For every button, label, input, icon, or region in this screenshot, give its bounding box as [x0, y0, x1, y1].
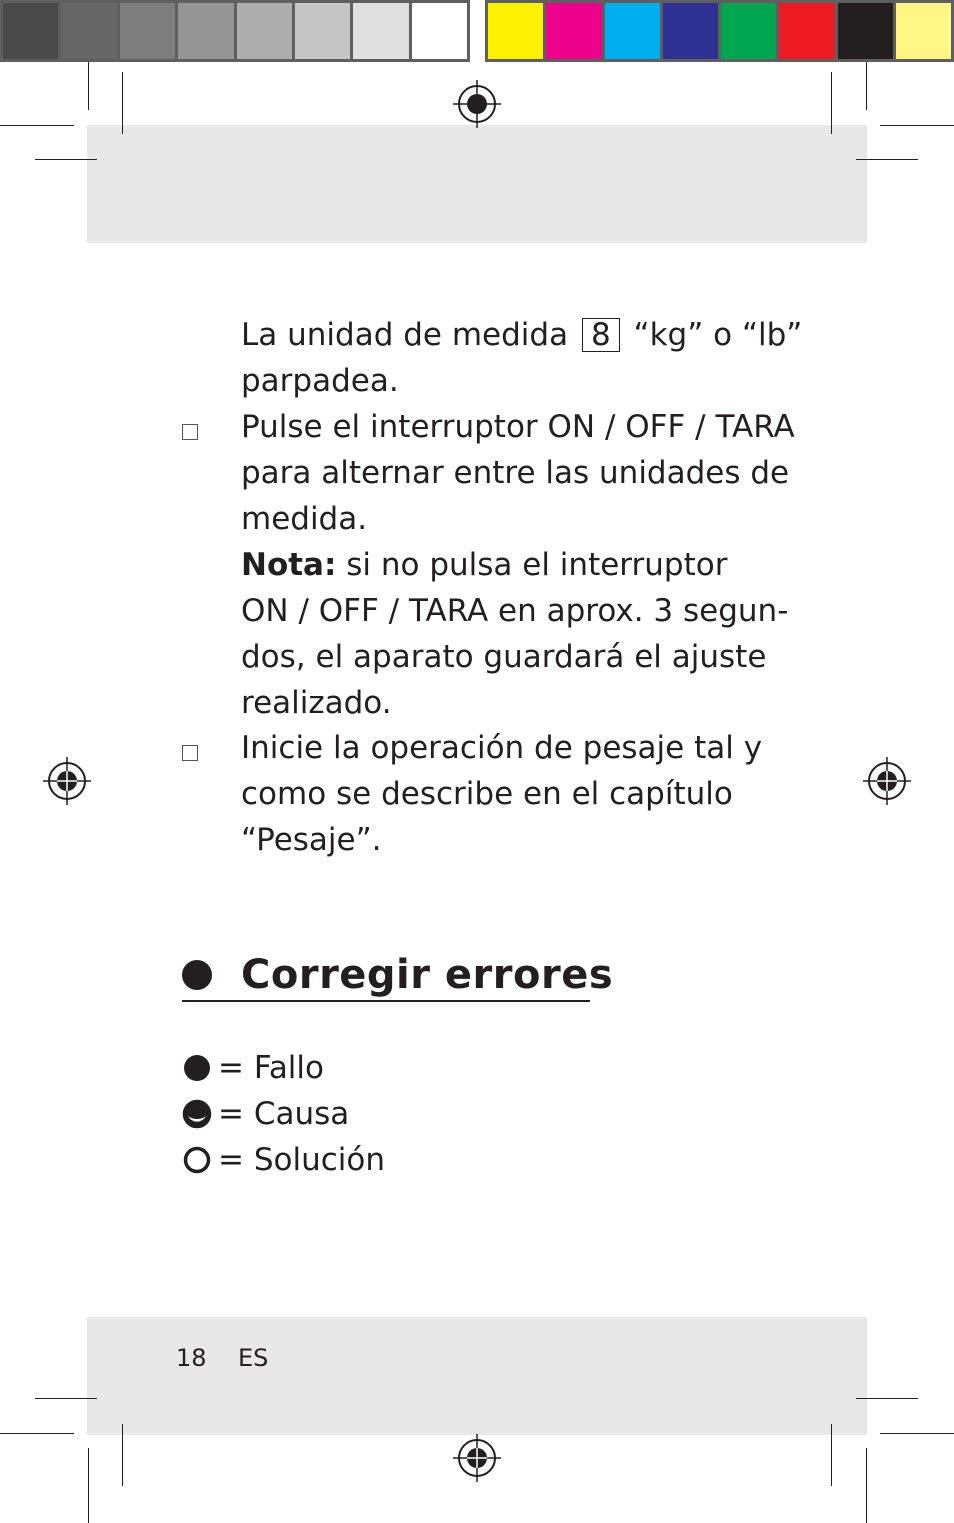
page-number: 18 [176, 1344, 207, 1372]
heading-underline [182, 1000, 590, 1002]
note-label: Nota: [241, 547, 337, 583]
footer-band [87, 1317, 867, 1435]
step-line: Inicie la operación de pesaje tal y [241, 730, 763, 766]
color-calibration-bar [485, 0, 954, 62]
half-circle-icon [182, 1099, 212, 1129]
crop-mark [856, 159, 918, 160]
color-swatch [779, 3, 834, 59]
crop-mark [866, 62, 867, 110]
gray-swatch [412, 3, 467, 59]
legend-label: = Causa [218, 1096, 350, 1132]
gray-swatch [295, 3, 350, 59]
color-swatch [838, 3, 893, 59]
intro-line-1 [241, 312, 803, 358]
color-swatch [721, 3, 776, 59]
step-intro [241, 312, 803, 404]
step-checkbox-icon [182, 424, 198, 440]
legend-item [182, 1091, 349, 1137]
header-band [87, 125, 867, 243]
crop-mark [880, 1433, 954, 1434]
color-swatch [546, 3, 601, 59]
legend-item [182, 1045, 324, 1091]
step-line: como se describe en el capítulo [241, 776, 733, 812]
crop-mark [88, 62, 89, 110]
filled-circle-icon [182, 1053, 212, 1083]
crop-mark [831, 72, 832, 134]
gray-swatch [353, 3, 408, 59]
intro-line-2: parpadea. [241, 363, 399, 399]
step-line: medida. [241, 501, 368, 537]
gray-swatch [178, 3, 233, 59]
crop-mark [35, 1398, 97, 1399]
gray-swatch [237, 3, 292, 59]
step-line: “Pesaje”. [241, 822, 382, 858]
color-swatch [488, 3, 543, 59]
gray-calibration-bar [0, 0, 470, 62]
crop-mark [831, 1424, 832, 1486]
gray-swatch [120, 3, 175, 59]
section-heading [182, 948, 613, 1002]
note-line: realizado. [241, 685, 392, 721]
step-line: para alternar entre las unidades de [241, 455, 790, 491]
note-line: dos, el aparato guardará el ajuste [241, 639, 767, 675]
color-swatch [663, 3, 718, 59]
crop-mark [122, 72, 123, 134]
crop-mark [880, 125, 954, 126]
note-line [241, 542, 781, 588]
color-swatch [896, 3, 951, 59]
intro-text-after: “kg” o “lb” [633, 317, 803, 353]
crop-mark [88, 1448, 89, 1523]
section-title: Corregir errores [241, 952, 614, 998]
crop-mark [0, 1433, 74, 1434]
color-swatch [605, 3, 660, 59]
empty-circle-icon [182, 1145, 212, 1175]
step-line: Pulse el interruptor ON / OFF / TARA [241, 409, 795, 445]
step-1 [241, 404, 795, 726]
note-text: si no pulsa el interruptor [336, 547, 728, 583]
language-code: ES [238, 1344, 269, 1372]
crop-mark [0, 125, 74, 126]
registration-mark-icon [43, 757, 91, 805]
step-2 [241, 725, 781, 863]
note-line: ON / OFF / TARA en aprox. 3 segun- [241, 593, 789, 629]
legend-label: = Solución [218, 1142, 386, 1178]
bullet-dot-icon [182, 960, 212, 990]
crop-mark [35, 159, 97, 160]
intro-text-before: La unidad de medida [241, 317, 569, 353]
step-checkbox-icon [182, 745, 198, 761]
crop-mark [856, 1398, 918, 1399]
display-number-box: 8 [582, 318, 620, 352]
crop-mark [122, 1424, 123, 1486]
legend-item [182, 1137, 385, 1183]
registration-mark-icon [453, 80, 501, 128]
gray-swatch [3, 3, 58, 59]
crop-mark [866, 1448, 867, 1523]
legend-label: = Fallo [218, 1050, 325, 1086]
registration-mark-icon [453, 1434, 501, 1482]
registration-mark-icon [863, 757, 911, 805]
gray-swatch [61, 3, 116, 59]
